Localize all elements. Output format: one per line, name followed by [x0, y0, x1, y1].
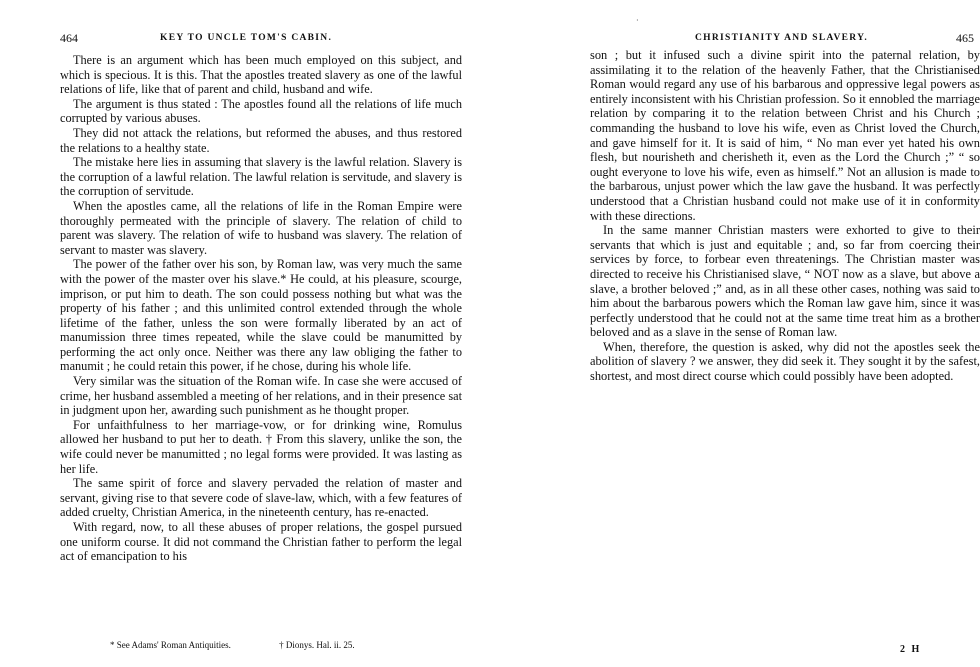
paragraph: They did not attack the relations, but reformed the abuses, and thus restored the relations to a healthy state.: [60, 125, 462, 155]
right-page: [490, 0, 980, 667]
footnote: * See Adams' Roman Antiquities.: [110, 640, 231, 650]
paragraph: The mistake here lies in assuming that slavery is the lawful relation. Slavery is the corruption of a lawful relation. The lawful relation is servitude, and slavery is the corruption of servitude.: [60, 155, 462, 199]
paragraph: The power of the father over his son, by Roman law, was very much the same with the power of the master over his slave.* He could, at his pleasure, scourge, imprison, or put him to death. The son could possess nothing but what was the property of his father ; and this unlimited control extended through the whole lifetime of the father, unless the son were formally liberated by an act of manumission three times repeated, while the slave could be manumitted by performing the act only once. Neither was there any law obliging the father to manumit ; he could retain this power, if he chose, during his whole life.: [60, 257, 462, 374]
right-body: [590, 48, 980, 384]
footnote: † Dionys. Hal. ii. 25.: [279, 640, 355, 650]
paragraph: The argument is thus stated : The apostles found all the relations of life much corrupted by various abuses.: [60, 96, 462, 126]
paragraph: With regard, now, to all these abuses of proper relations, the gospel pursued one uniform course. It did not command the Christian father to perform the legal act of emancipation to his: [60, 520, 462, 564]
paragraph: For unfaithfulness to her marriage-vow, or for drinking wine, Romulus allowed her husband to put her to death. † From this slavery, unlike the son, the wife could never be manumitted ; no legal forms were provided. It was lasting as her life.: [60, 417, 462, 476]
paragraph: There is an argument which has been much employed on this subject, and which is specious. It is this. That the apostles treated slavery as one of the lawful relations of life, like that of parent and child, husband and wife.: [60, 53, 462, 97]
footnotes: [110, 640, 401, 650]
left-body: [60, 53, 462, 564]
paragraph: The same spirit of force and slavery pervaded the relation of master and servant, giving rise to that severe code of slave-law, which, with a few features of added cruelty, Christian America, in the nineteenth century, has re-enacted.: [60, 476, 462, 520]
paragraph: When the apostles came, all the relations of life in the Roman Empire were thoroughly permeated with the principle of slavery. The relation of child to parent was slavery. The relation of wife to husband was slavery. The relation of servant to master was slavery.: [60, 198, 462, 257]
paragraph: Very similar was the situation of the Roman wife. In case she were accused of crime, her husband assembled a meeting of her relations, and in their presence sat in judgment upon her, awarding such punishment as he thought proper.: [60, 374, 462, 418]
running-head: CHRISTIANITY AND SLAVERY.: [695, 33, 869, 43]
page-number: 464: [60, 31, 78, 45]
print-speck: ·: [636, 16, 639, 25]
paragraph: son ; but it infused such a divine spirit into the paternal relation, by assimilating it to the relation of the heavenly Father, that the Christianised Roman would regard any use of his barbarous and oppressive legal powers as entirely inconsistent with his Christian profession. So it ennobled the marriage relation by comparing it to the relation between Christ and his Church ; commanding the husband to love his wife, even as Christ loved the Church, and gave himself for it. It is said of him, “ No man ever yet hated his own flesh, but nourisheth and cherisheth it, even as the Lord the Church ;” “ so ought everyone to love his wife, even as himself.” Not an allusion is made to the barbarous, unjust power which the law gave the husband. It was perfectly understood that a Christian husband could not make use of it in conformity with these directions.: [590, 48, 980, 223]
paragraph: In the same manner Christian masters were exhorted to give to their servants that which is just and equitable ; and, so far from coercing their services by force, to forbear even threatenings. The Christian master was directed to receive his Christianised slave, “ NOT now as a slave, but above a slave, a brother beloved ;” and, as in all these other cases, nothing was said to him about the barbarous powers which the Roman law gave him, since it was perfectly understood that he could not at the same time treat him as a brother beloved and as a slave in the sense of Roman law.: [590, 223, 980, 340]
running-head: KEY TO UNCLE TOM'S CABIN.: [160, 33, 333, 43]
page-number: 465: [956, 31, 974, 45]
paragraph: When, therefore, the question is asked, why did not the apostles seek the abolition of slavery ? we answer, they did seek it. They sought it by the safest, shortest, and most direct course which could possibly have been adopted.: [590, 339, 980, 384]
signature-mark: 2 H: [900, 644, 922, 655]
